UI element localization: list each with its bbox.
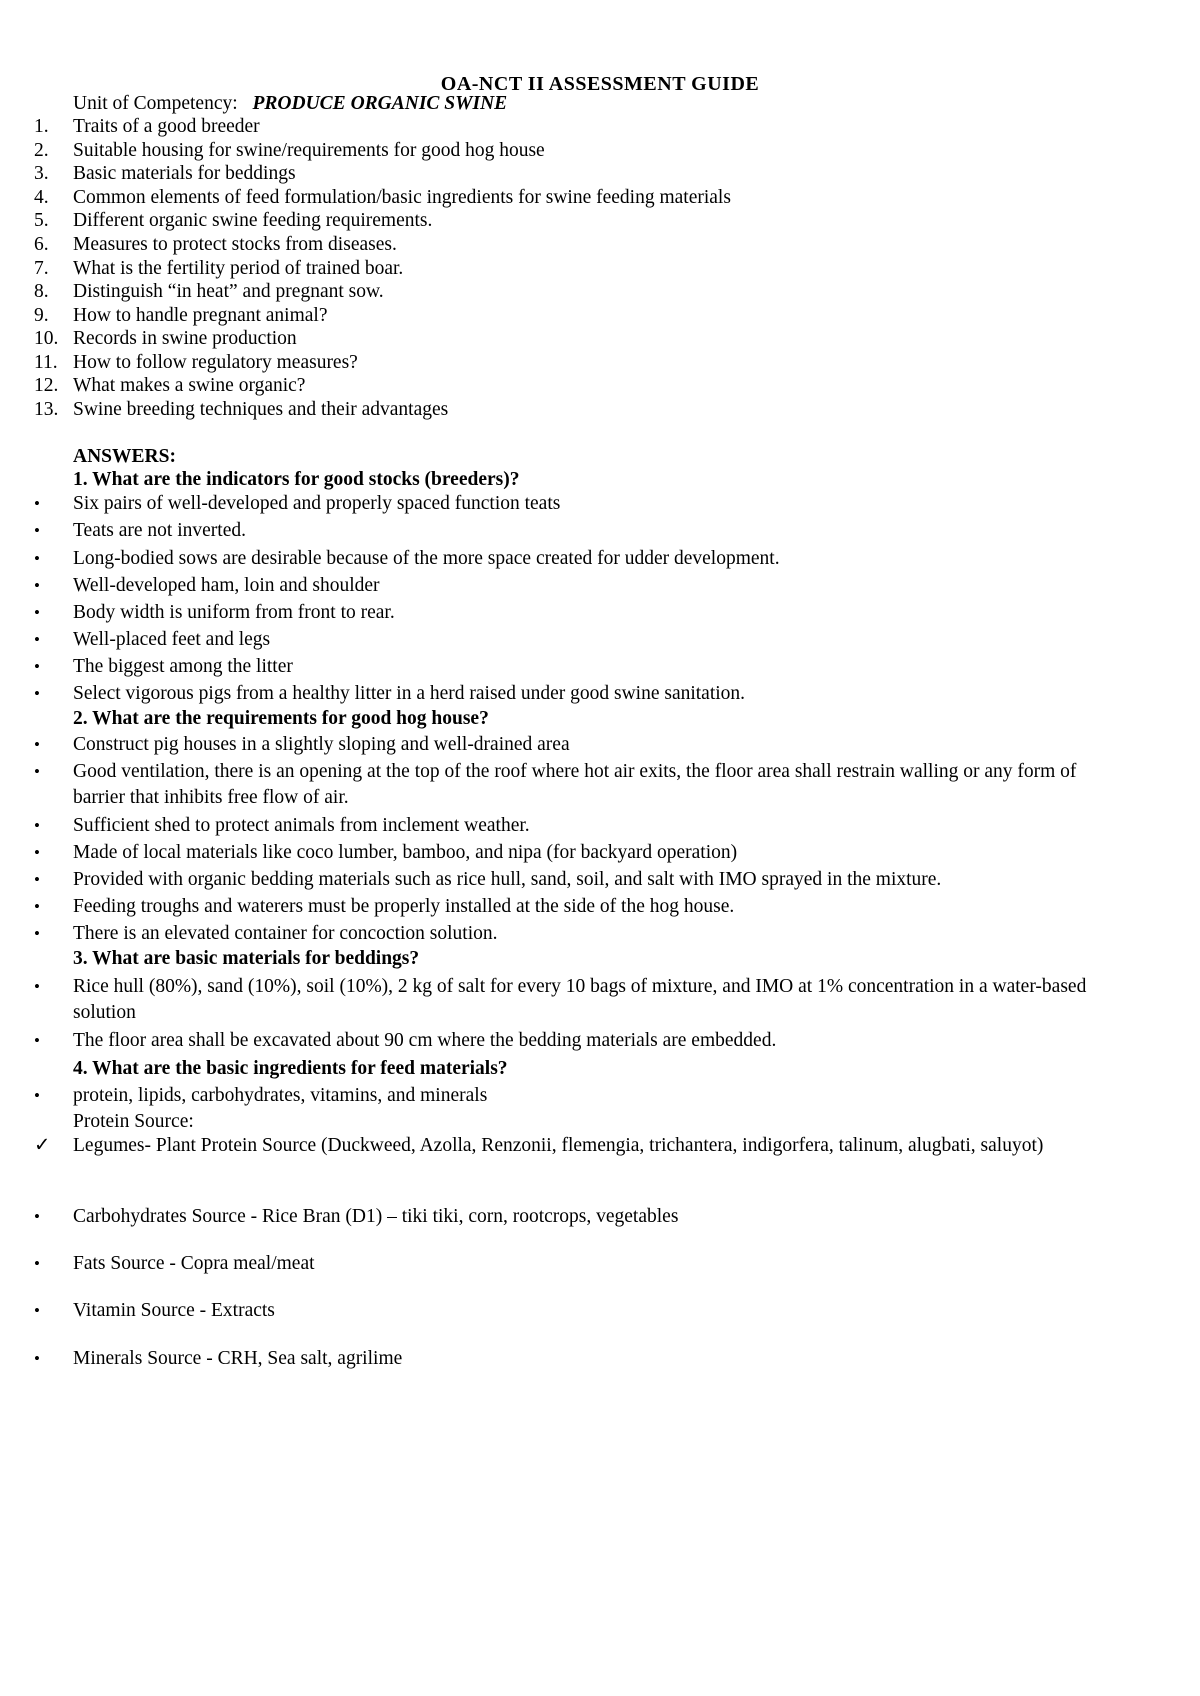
answers-heading: ANSWERS: xyxy=(73,446,176,467)
list-item-text: Swine breeding techniques and their advantages xyxy=(73,399,449,420)
bullet-icon: • xyxy=(34,603,40,622)
list-number: 3. xyxy=(34,163,49,184)
list-item-text: Provided with organic bedding materials such as rice hull, sand, soil, and salt with IMO sprayed in the mixture. xyxy=(73,869,942,890)
bullet-icon: • xyxy=(34,1031,40,1050)
list-number: 2. xyxy=(34,140,49,161)
list-item-text: Body width is uniform from front to rear. xyxy=(73,602,395,623)
list-item-text: Good ventilation, there is an opening at the top of the roof where hot air exits, the floor area shall restrain walling or any form of barrier that inhibits free flow of air. xyxy=(73,761,1077,808)
unit-label: Unit of Competency: xyxy=(73,93,238,114)
list-item-text: Measures to protect stocks from diseases. xyxy=(73,234,397,255)
list-number: 10. xyxy=(34,328,59,349)
bullet-icon: • xyxy=(34,494,40,513)
list-item-text: Feeding troughs and waterers must be properly installed at the side of the hog house. xyxy=(73,896,735,917)
list-item-text: Fats Source - Copra meal/meat xyxy=(73,1253,315,1274)
checkmark-icon: ✓ xyxy=(34,1135,51,1156)
list-number: 5. xyxy=(34,210,49,231)
bullet-icon: • xyxy=(34,843,40,862)
bullet-icon: • xyxy=(34,657,40,676)
bullet-icon: • xyxy=(34,870,40,889)
list-item-text: Different organic swine feeding requirements. xyxy=(73,210,433,231)
list-item-text: The biggest among the litter xyxy=(73,656,293,677)
bullet-icon: • xyxy=(34,816,40,835)
list-number: 6. xyxy=(34,234,49,255)
bullet-icon: • xyxy=(34,1207,40,1226)
document-title: OA-NCT II ASSESSMENT GUIDE xyxy=(440,73,760,95)
section-heading: 4. What are the basic ingredients for feed materials? xyxy=(73,1058,508,1079)
list-item-text: Long-bodied sows are desirable because of the more space created for udder development. xyxy=(73,548,780,569)
section-heading: 1. What are the indicators for good stocks (breeders)? xyxy=(73,469,520,490)
list-item-text: protein, lipids, carbohydrates, vitamins, and minerals xyxy=(73,1085,488,1106)
list-item-text: Records in swine production xyxy=(73,328,297,349)
list-item-text: Distinguish “in heat” and pregnant sow. xyxy=(73,281,384,302)
list-item-text: Well-developed ham, loin and shoulder xyxy=(73,575,380,596)
list-item-text: How to follow regulatory measures? xyxy=(73,352,358,373)
list-item-text: Basic materials for beddings xyxy=(73,163,296,184)
bullet-icon: • xyxy=(34,1086,40,1105)
unit-value: PRODUCE ORGANIC SWINE xyxy=(252,93,508,114)
bullet-icon: • xyxy=(34,762,40,781)
bullet-icon: • xyxy=(34,924,40,943)
list-number: 4. xyxy=(34,187,49,208)
bullet-icon: • xyxy=(34,897,40,916)
list-item-text: Well-placed feet and legs xyxy=(73,629,271,650)
bullet-icon: • xyxy=(34,1301,40,1320)
list-item-text: Sufficient shed to protect animals from inclement weather. xyxy=(73,815,530,836)
list-item-text: The floor area shall be excavated about 90 cm where the bedding materials are embedded. xyxy=(73,1030,777,1051)
bullet-icon: • xyxy=(34,735,40,754)
list-item-text: Common elements of feed formulation/basic ingredients for swine feeding materials xyxy=(73,187,731,208)
list-item-text: Construct pig houses in a slightly sloping and well-drained area xyxy=(73,734,570,755)
bullet-icon: • xyxy=(34,630,40,649)
list-number: 12. xyxy=(34,375,59,396)
bullet-icon: • xyxy=(34,521,40,540)
bullet-icon: • xyxy=(34,549,40,568)
list-number: 9. xyxy=(34,305,49,326)
list-item-text: Rice hull (80%), sand (10%), soil (10%), 2 kg of salt for every 10 bags of mixture, and IMO at 1% concentration in a water-based solution xyxy=(73,976,1087,1023)
bullet-icon: • xyxy=(34,977,40,996)
list-item-text: How to handle pregnant animal? xyxy=(73,305,328,326)
list-item-text: There is an elevated container for concoction solution. xyxy=(73,923,498,944)
section-heading: 2. What are the requirements for good hog house? xyxy=(73,708,489,729)
bullet-icon: • xyxy=(34,684,40,703)
list-number: 1. xyxy=(34,116,49,137)
list-item-text: Teats are not inverted. xyxy=(73,520,246,541)
list-item-text: What is the fertility period of trained boar. xyxy=(73,258,404,279)
protein-source-label: Protein Source: xyxy=(73,1111,194,1132)
list-item-text: Traits of a good breeder xyxy=(73,116,260,137)
list-item-text: What makes a swine organic? xyxy=(73,375,306,396)
list-number: 7. xyxy=(34,258,49,279)
list-item-text: Suitable housing for swine/requirements for good hog house xyxy=(73,140,545,161)
list-item-text: Vitamin Source - Extracts xyxy=(73,1300,275,1321)
bullet-icon: • xyxy=(34,1349,40,1368)
list-item-text: Legumes- Plant Protein Source (Duckweed, Azolla, Renzonii, flemengia, trichantera, indigorfera, talinum, alugbati, saluyot) xyxy=(73,1135,1044,1156)
list-item-text: Carbohydrates Source - Rice Bran (D1) – tiki tiki, corn, rootcrops, vegetables xyxy=(73,1206,679,1227)
list-item-text: Select vigorous pigs from a healthy litter in a herd raised under good swine sanitation. xyxy=(73,683,746,704)
list-item-text: Six pairs of well-developed and properly spaced function teats xyxy=(73,493,561,514)
list-item-text: Made of local materials like coco lumber, bamboo, and nipa (for backyard operation) xyxy=(73,842,738,863)
section-heading: 3. What are basic materials for beddings? xyxy=(73,948,420,969)
list-number: 11. xyxy=(34,352,58,373)
list-number: 13. xyxy=(34,399,59,420)
bullet-icon: • xyxy=(34,1254,40,1273)
bullet-icon: • xyxy=(34,576,40,595)
list-number: 8. xyxy=(34,281,49,302)
list-item-text: Minerals Source - CRH, Sea salt, agrilime xyxy=(73,1348,403,1369)
